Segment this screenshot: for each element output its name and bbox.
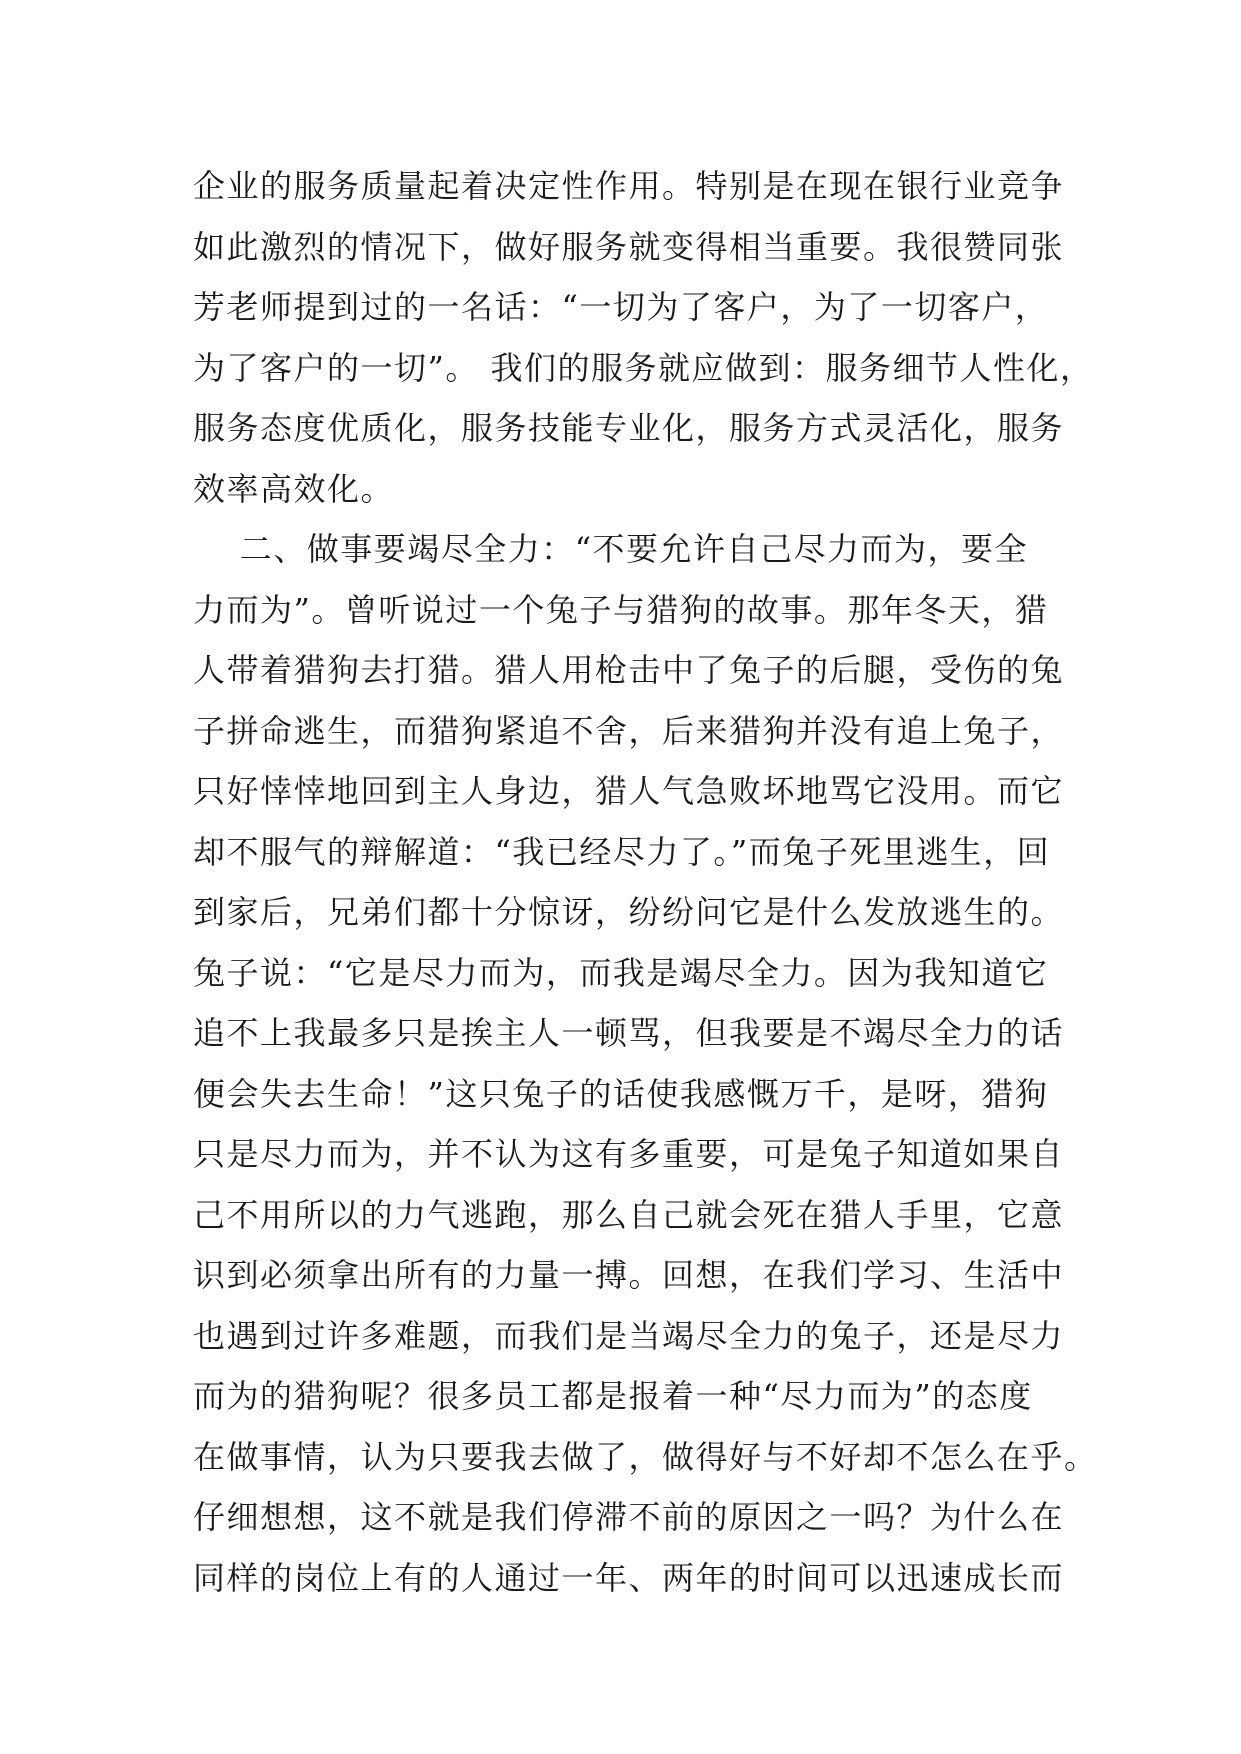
text-line: 兔子说：“它是尽力而为，而我是竭尽全力。因为我知道它 (193, 953, 1049, 992)
text-line: 在做事情，认为只要我去做了，做得好与不好却不怎么在乎。 (193, 1437, 1098, 1476)
text-line: 力而为”。曾听说过一个兔子与猎狗的故事。那年冬天，猎 (193, 590, 1049, 629)
text-line: 也遇到过许多难题，而我们是当竭尽全力的兔子，还是尽力 (193, 1316, 1065, 1355)
body-text (193, 156, 1098, 1608)
text-line: 追不上我最多只是挨主人一顿骂，但我要是不竭尽全力的话 (193, 1014, 1065, 1052)
text-line: 便会失去生命！”这只兔子的话使我感慨万千，是呀，猎狗 (193, 1074, 1049, 1113)
text-line: 人带着猎狗去打猎。猎人用枪击中了兔子的后腿，受伤的兔 (193, 651, 1065, 689)
text-line: 到家后，兄弟们都十分惊讶，纷纷问它是什么发放逃生的。 (193, 893, 1065, 931)
text-line: 效率高效化。 (193, 469, 395, 508)
text-line: 同样的岗位上有的人通过一年、两年的时间可以迅速成长而 (193, 1558, 1065, 1597)
text-line: 服务态度优质化，服务技能专业化，服务方式灵活化，服务 (193, 409, 1065, 447)
text-line: 却不服气的辩解道：“我已经尽力了。”而兔子死里逃生，回 (193, 832, 1051, 871)
text-line: 芳老师提到过的一名话：“一切为了客户，为了一切客户， (193, 288, 1049, 326)
text-line: 只好悻悻地回到主人身边，猎人气急败坏地骂它没用。而它 (193, 772, 1065, 810)
text-line: 识到必须拿出所有的力量一搏。回想，在我们学习、生活中 (193, 1256, 1065, 1294)
text-line: 企业的服务质量起着决定性作用。特别是在现在银行业竞争 (193, 167, 1065, 205)
text-line: 己不用所以的力气逃跑，那么自己就会死在猎人手里，它意 (193, 1195, 1065, 1234)
text-line: 如此激烈的情况下，做好服务就变得相当重要。我很赞同张 (193, 227, 1065, 266)
text-line: 为了客户的一切”。 我们的服务就应做到：服务细节人性化， (193, 348, 1094, 387)
text-line: 只是尽力而为，并不认为这有多重要，可是兔子知道如果自 (193, 1135, 1065, 1173)
text-line: 仔细想想，这不就是我们停滞不前的原因之一吗？为什么在 (193, 1498, 1065, 1536)
text-line: 而为的猎狗呢？很多员工都是报着一种“尽力而为”的态度 (193, 1377, 1033, 1415)
text-line: 子拼命逃生，而猎狗紧追不舍，后来猎狗并没有追上兔子， (193, 711, 1065, 750)
text-line: 二、做事要竭尽全力：“不要允许自己尽力而为，要全 (193, 530, 1029, 568)
